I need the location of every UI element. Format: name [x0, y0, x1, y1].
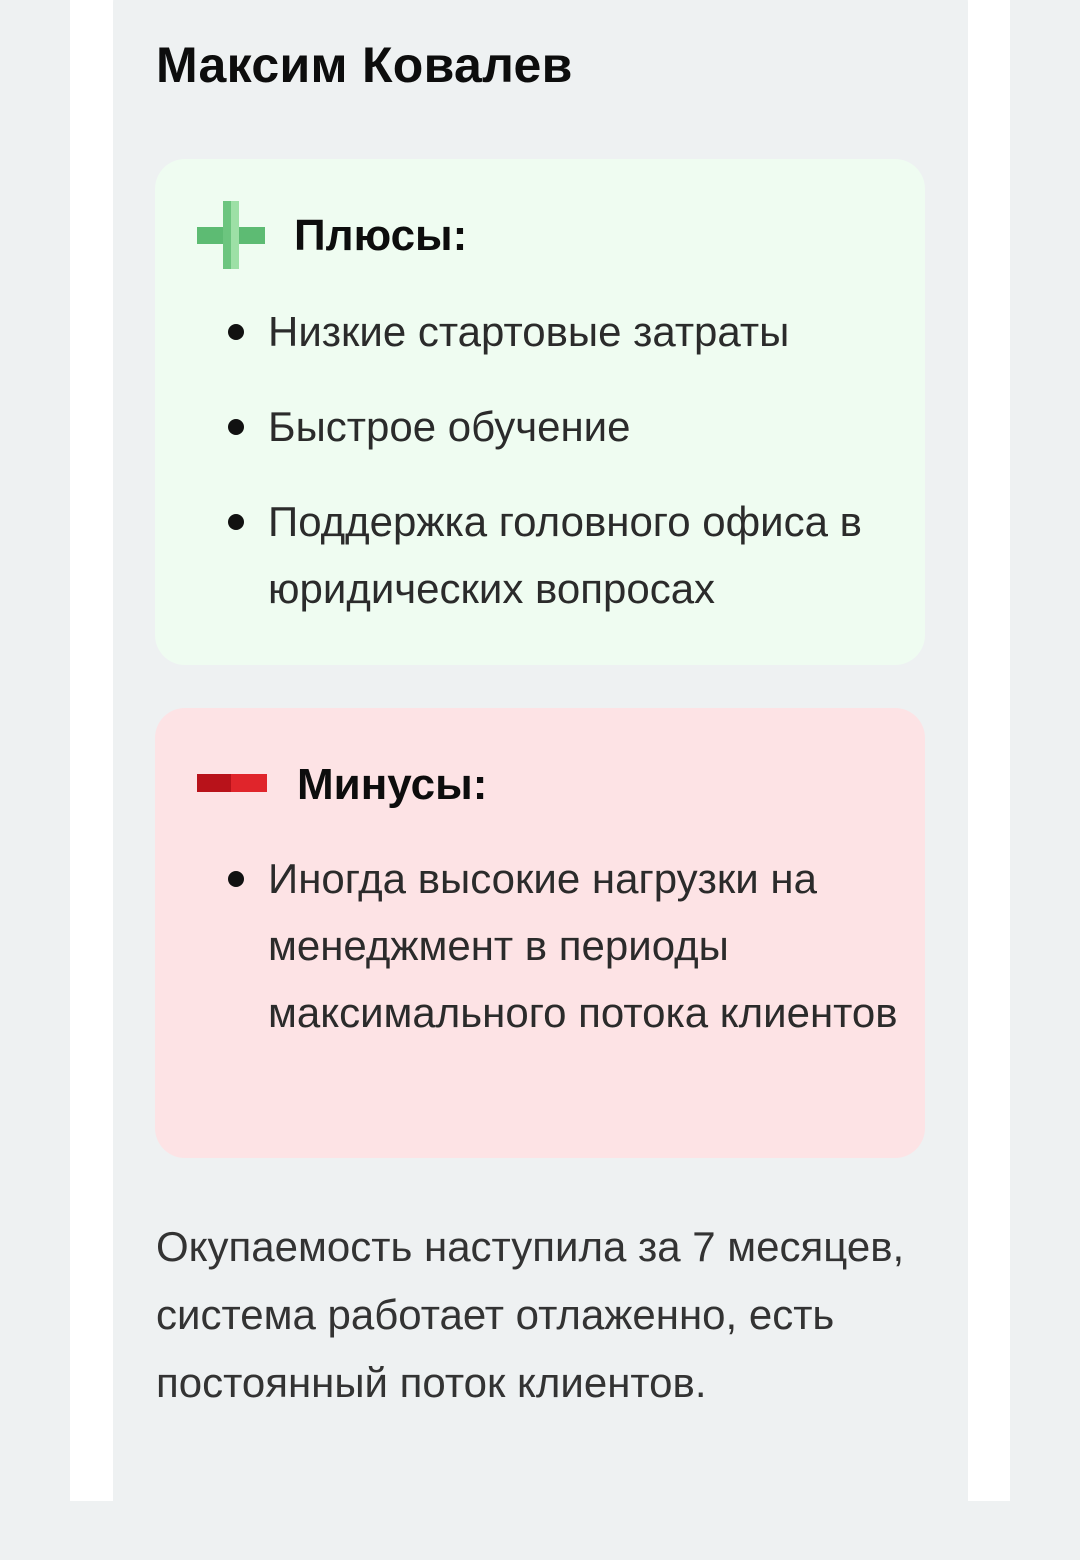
list-item: Поддержка головного офиса в юридических вопросах [268, 488, 908, 622]
pros-title: Плюсы: [294, 211, 468, 260]
list-item: Иногда высокие нагрузки на менеджмент в периоды максимального потока клиентов [268, 845, 908, 1046]
cons-list [268, 845, 908, 1074]
list-item: Быстрое обучение [268, 393, 908, 460]
review-summary: Окупаемость наступила за 7 месяцев, система работает отлаженно, есть постоянный поток клиентов. [156, 1223, 905, 1406]
plus-icon [197, 201, 265, 269]
list-item: Низкие стартовые затраты [268, 298, 908, 365]
pros-list [268, 298, 908, 650]
minus-icon [197, 772, 267, 794]
cons-title: Минусы: [297, 760, 488, 809]
pros-box [155, 159, 925, 665]
reviewer-name: Максим Ковалев [156, 37, 573, 93]
cons-box [155, 708, 925, 1158]
